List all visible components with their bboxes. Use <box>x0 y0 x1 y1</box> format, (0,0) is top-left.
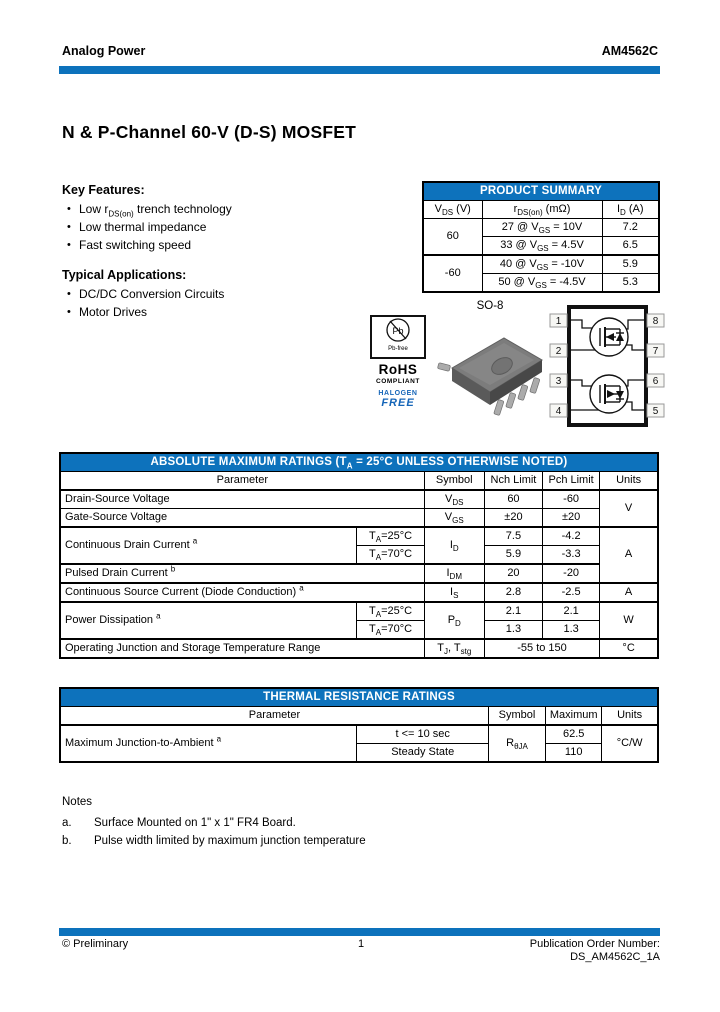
value-cell: -2.5 <box>543 583 600 602</box>
page-header <box>62 44 658 58</box>
table-row <box>60 509 658 528</box>
table-row <box>60 602 658 621</box>
list-item <box>62 200 402 218</box>
column-header: $V_{DS}$ (V) <box>423 201 482 219</box>
footer-right <box>364 938 660 964</box>
column-header: Units <box>602 707 658 726</box>
column-header: Parameter <box>60 472 424 491</box>
table-cell: 40 @ $V_{GS} = -10V$ <box>482 255 602 274</box>
param-cell: Operating Junction and Storage Temperature Range <box>60 639 424 658</box>
page-number: 1 <box>357 938 365 950</box>
pch-mosfet-symbol <box>590 375 628 413</box>
condition-cell: $T_A=25^\circ C$ <box>357 602 424 621</box>
key-features-heading: Key Features: <box>62 183 145 197</box>
table-cell: 60 <box>423 219 482 256</box>
feature-text: Fast switching speed <box>79 238 192 252</box>
key-features-list <box>62 200 402 254</box>
value-cell: ±20 <box>543 509 600 528</box>
condition-cell: $T_A=70^\circ C$ <box>357 621 424 640</box>
table-row <box>60 583 658 602</box>
table-row <box>60 472 658 491</box>
absolute-maximum-ratings-table <box>59 452 659 659</box>
value-cell: 2.1 <box>543 602 600 621</box>
param-cell: Drain-Source Voltage <box>60 490 424 509</box>
symbol-cell: $V_{DS}$ <box>424 490 484 509</box>
table-row <box>60 527 658 546</box>
halogen-label: HALOGEN <box>378 390 418 397</box>
units-cell: W <box>600 602 658 639</box>
list-item <box>62 832 366 850</box>
table-cell: 5.9 <box>602 255 659 274</box>
part-number: AM4562C <box>601 44 658 58</box>
symbol-cell: $I_S$ <box>424 583 484 602</box>
page-footer <box>62 938 660 964</box>
pin-number: 2 <box>555 346 562 357</box>
symbol-cell: $P_D$ <box>424 602 484 639</box>
bullet-icon: • <box>67 203 71 215</box>
table-cell: -60 <box>423 255 482 292</box>
nch-mosfet-symbol <box>590 318 628 356</box>
publication-order-label: Publication Order Number: <box>529 938 660 950</box>
table-cell: 50 @ $V_{GS} = -4.5V$ <box>482 274 602 293</box>
package-photo <box>426 312 546 430</box>
table-cell: 27 @ $V_{GS} = 10V$ <box>482 219 602 237</box>
units-cell: V <box>600 490 658 527</box>
pb-free-icon <box>370 315 426 359</box>
pb-free-text: Pb-free <box>388 346 408 352</box>
condition-cell: $T_A=70^\circ C$ <box>357 546 424 565</box>
value-cell: -4.2 <box>543 527 600 546</box>
rohs-label: RoHS <box>378 362 418 377</box>
bullet-icon: • <box>67 221 71 233</box>
value-cell: -55 to 150 <box>484 639 599 658</box>
column-header: Parameter <box>60 707 488 726</box>
param-cell: Continuous Source Current (Diode Conduction) $^a$ <box>60 583 424 602</box>
table-row <box>60 453 658 472</box>
abs-max-title: ABSOLUTE MAXIMUM RATINGS ($T_A = 25^\circ C$ UNLESS OTHERWISE NOTED) <box>60 453 658 472</box>
param-cell: Pulsed Drain Current $^b$ <box>60 564 424 583</box>
column-header: Nch Limit <box>484 472 542 491</box>
compliant-label: COMPLIANT <box>375 378 421 385</box>
pin-number: 8 <box>652 316 659 327</box>
units-cell: A <box>600 527 658 583</box>
table-cell: 33 @ $V_{GS} = 4.5V$ <box>482 237 602 256</box>
param-cell: Continuous Drain Current $^a$ <box>60 527 357 564</box>
value-cell: -60 <box>543 490 600 509</box>
bullet-icon: • <box>67 288 71 300</box>
units-cell: A <box>600 583 658 602</box>
publication-order-number: DS_AM4562C_1A <box>570 951 660 963</box>
table-row <box>60 490 658 509</box>
table-row <box>423 182 659 201</box>
condition-cell: Steady State <box>357 744 488 763</box>
table-row <box>60 725 658 744</box>
rohs-block <box>368 315 428 409</box>
units-cell: °C <box>600 639 658 658</box>
value-cell: -3.3 <box>543 546 600 565</box>
pin-number: 1 <box>555 316 562 327</box>
value-cell: 2.1 <box>484 602 542 621</box>
note-text: Pulse width limited by maximum junction temperature <box>94 835 366 847</box>
condition-cell: t <= 10 sec <box>357 725 488 744</box>
list-item <box>62 303 402 321</box>
units-cell: °C/W <box>602 725 658 762</box>
column-header: Units <box>600 472 658 491</box>
table-row <box>60 639 658 658</box>
page-title: N & P-Channel 60-V (D-S) MOSFET <box>62 122 356 142</box>
value-cell: 7.5 <box>484 527 542 546</box>
feature-text: Low thermal impedance <box>79 220 207 234</box>
applications-list <box>62 285 402 321</box>
footer-rule <box>59 928 660 936</box>
list-item <box>62 814 366 832</box>
thermal-title: THERMAL RESISTANCE RATINGS <box>60 688 658 707</box>
notes-section <box>62 796 366 850</box>
note-label: a. <box>62 817 72 829</box>
pin-number: 6 <box>652 376 659 387</box>
features-section <box>62 183 402 335</box>
table-cell: 5.3 <box>602 274 659 293</box>
product-summary-title: PRODUCT SUMMARY <box>423 182 659 201</box>
column-header: Pch Limit <box>543 472 600 491</box>
param-cell: Power Dissipation $^a$ <box>60 602 357 639</box>
bullet-icon: • <box>67 306 71 318</box>
table-row <box>423 219 659 237</box>
value-cell: 20 <box>484 564 542 583</box>
feature-text: Low $r_{DS(on)}$ trench technology <box>79 202 232 219</box>
table-cell: 7.2 <box>602 219 659 237</box>
table-row <box>423 201 659 219</box>
symbol-cell: $V_{GS}$ <box>424 509 484 528</box>
pin-number: 7 <box>652 346 659 357</box>
notes-heading: Notes <box>62 796 93 808</box>
thermal-resistance-table <box>59 687 659 763</box>
table-cell: 6.5 <box>602 237 659 256</box>
application-text: DC/DC Conversion Circuits <box>79 287 225 301</box>
pin-number: 4 <box>555 406 562 417</box>
symbol-cell: $I_D$ <box>424 527 484 564</box>
value-cell: 110 <box>546 744 602 763</box>
list-item <box>62 236 402 254</box>
note-label: b. <box>62 835 72 847</box>
product-summary-table <box>422 181 660 293</box>
value-cell: 5.9 <box>484 546 542 565</box>
pin-number: 3 <box>555 376 562 387</box>
condition-cell: $T_A=25^\circ C$ <box>357 527 424 546</box>
value-cell: 1.3 <box>484 621 542 640</box>
applications-heading: Typical Applications: <box>62 268 187 282</box>
value-cell: ±20 <box>484 509 542 528</box>
value-cell: 60 <box>484 490 542 509</box>
value-cell: -20 <box>543 564 600 583</box>
brand-name: Analog Power <box>62 44 146 58</box>
pin-number: 5 <box>652 406 659 417</box>
value-cell: 62.5 <box>546 725 602 744</box>
param-cell: Gate-Source Voltage <box>60 509 424 528</box>
note-text: Surface Mounted on 1" x 1" FR4 Board. <box>94 817 296 829</box>
package-name-label: SO-8 <box>476 300 504 312</box>
application-text: Motor Drives <box>79 305 148 319</box>
column-header: Maximum <box>546 707 602 726</box>
param-cell: Maximum Junction-to-Ambient $^a$ <box>60 725 357 762</box>
symbol-cell: $T_J$, $T_{stg}$ <box>424 639 484 658</box>
column-header: $I_D$ (A) <box>602 201 659 219</box>
table-row <box>60 564 658 583</box>
symbol-cell: $R_{\theta JA}$ <box>488 725 545 762</box>
table-row <box>423 255 659 274</box>
value-cell: 1.3 <box>543 621 600 640</box>
list-item <box>62 285 402 303</box>
pb-text: Pb <box>392 326 404 336</box>
column-header: Symbol <box>424 472 484 491</box>
symbol-cell: $I_{DM}$ <box>424 564 484 583</box>
pin-diagram <box>548 301 666 431</box>
header-rule <box>59 66 660 74</box>
bullet-icon: • <box>67 239 71 251</box>
list-item <box>62 218 402 236</box>
free-label: FREE <box>381 397 415 409</box>
footer-left: © Preliminary <box>62 938 129 950</box>
column-header: Symbol <box>488 707 545 726</box>
table-row <box>60 688 658 707</box>
value-cell: 2.8 <box>484 583 542 602</box>
table-row <box>60 707 658 726</box>
column-header: $r_{DS(on)}$ (mΩ) <box>482 201 602 219</box>
